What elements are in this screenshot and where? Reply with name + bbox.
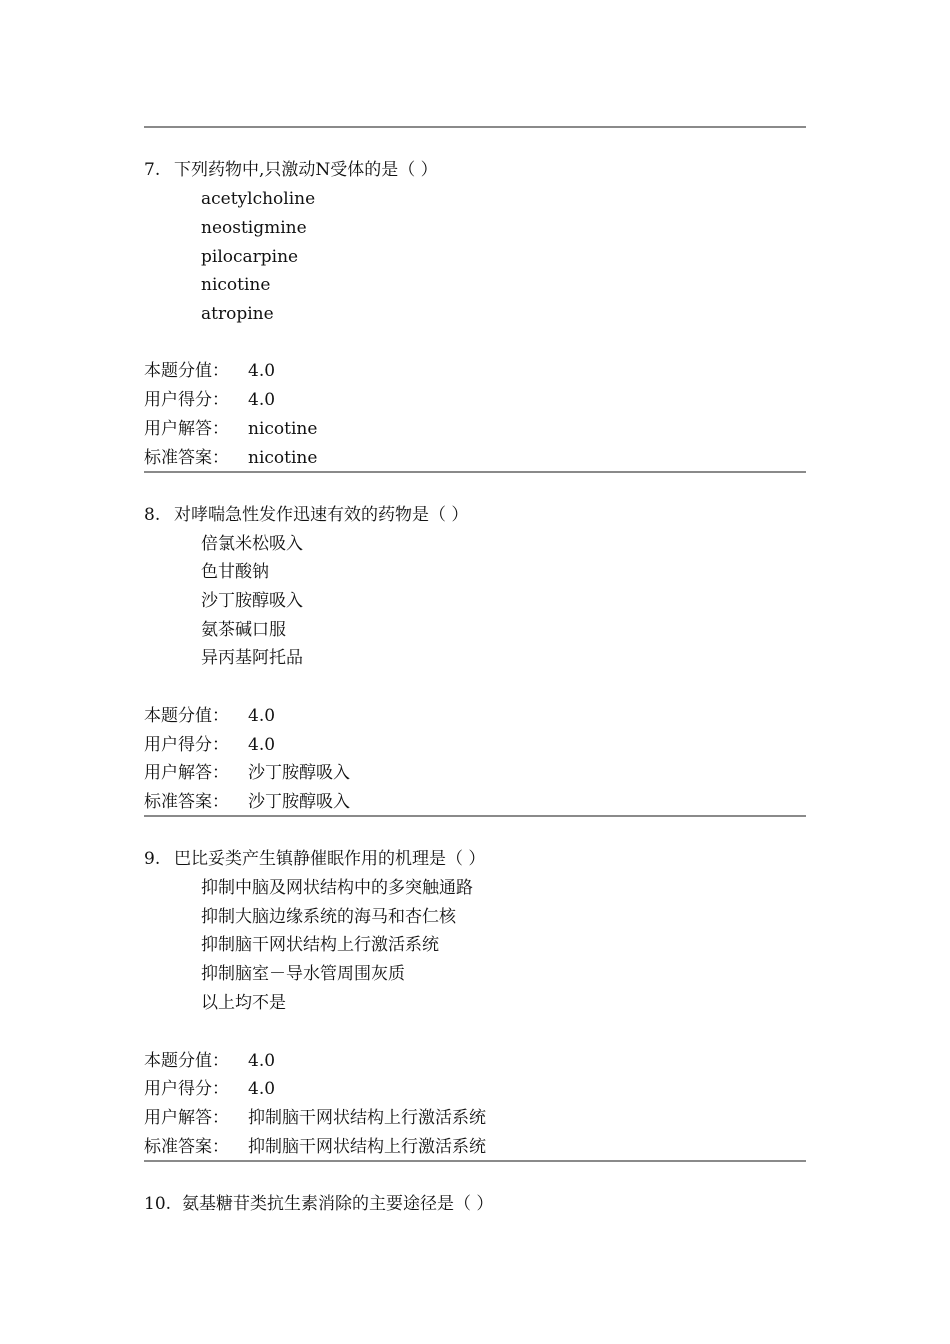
user-score-row — [144, 731, 275, 760]
user-score-label: 用户得分： — [144, 1079, 229, 1099]
option-item: 异丙基阿托品 — [201, 648, 303, 668]
score-label: 本题分值： — [144, 361, 229, 381]
standard-answer-label: 标准答案： — [144, 448, 229, 468]
standard-answer-row — [144, 788, 350, 817]
option-item: acetylcholine — [201, 189, 316, 209]
option-item: 倍氯米松吸入 — [201, 534, 303, 554]
separator-line — [144, 126, 806, 128]
score-value: 4.0 — [248, 361, 276, 381]
question-10-stem — [144, 1190, 493, 1219]
standard-answer-value: 沙丁胺醇吸入 — [248, 792, 350, 812]
user-answer-value: nicotine — [248, 419, 318, 439]
option-item: 氨茶碱口服 — [201, 620, 286, 640]
user-answer-value: 抑制脑干网状结构上行激活系统 — [248, 1108, 486, 1128]
standard-answer-value: nicotine — [248, 448, 318, 468]
option-item: 抑制脑室－导水管周围灰质 — [201, 964, 405, 984]
question-text: 氨基糖苷类抗生素消除的主要途径是（ ） — [182, 1194, 494, 1214]
option-item: 抑制脑干网状结构上行激活系统 — [201, 935, 439, 955]
score-row — [144, 702, 275, 731]
option-item: 沙丁胺醇吸入 — [201, 591, 303, 611]
user-answer-value: 沙丁胺醇吸入 — [248, 763, 350, 783]
standard-answer-label: 标准答案： — [144, 792, 229, 812]
question-text: 对哮喘急性发作迅速有效的药物是（ ） — [174, 505, 469, 525]
question-9-stem — [144, 845, 485, 874]
question-text: 巴比妥类产生镇静催眠作用的机理是（ ） — [174, 849, 486, 869]
option-item: 色甘酸钠 — [201, 562, 269, 582]
question-number: 8. — [144, 505, 161, 525]
score-label: 本题分值： — [144, 1051, 229, 1071]
user-answer-label: 用户解答： — [144, 419, 229, 439]
standard-answer-row — [144, 1133, 486, 1162]
separator-line — [144, 1160, 806, 1162]
score-value: 4.0 — [248, 1051, 276, 1071]
standard-answer-row — [144, 444, 317, 473]
score-value: 4.0 — [248, 706, 276, 726]
option-item: atropine — [201, 304, 274, 324]
standard-answer-label: 标准答案： — [144, 1137, 229, 1157]
option-item: pilocarpine — [201, 247, 299, 267]
question-7-stem — [144, 156, 438, 185]
option-item: 抑制大脑边缘系统的海马和杏仁核 — [201, 907, 456, 927]
option-item: nicotine — [201, 275, 271, 295]
user-score-label: 用户得分： — [144, 735, 229, 755]
option-item: neostigmine — [201, 218, 307, 238]
user-score-value: 4.0 — [248, 390, 276, 410]
standard-answer-value: 抑制脑干网状结构上行激活系统 — [248, 1137, 486, 1157]
user-answer-row — [144, 415, 317, 444]
separator-line — [144, 471, 806, 473]
user-answer-label: 用户解答： — [144, 1108, 229, 1128]
question-number: 7. — [144, 160, 161, 180]
user-score-row — [144, 1075, 275, 1104]
user-answer-row — [144, 1104, 486, 1133]
question-text: 下列药物中,只激动N受体的是（ ） — [174, 160, 438, 180]
user-score-label: 用户得分： — [144, 390, 229, 410]
question-number: 9. — [144, 849, 161, 869]
user-answer-label: 用户解答： — [144, 763, 229, 783]
score-row — [144, 1047, 275, 1076]
user-answer-row — [144, 759, 350, 788]
question-8-stem — [144, 501, 468, 530]
separator-line — [144, 815, 806, 817]
user-score-value: 4.0 — [248, 735, 276, 755]
user-score-value: 4.0 — [248, 1079, 276, 1099]
score-row — [144, 357, 275, 386]
question-number: 10. — [144, 1194, 172, 1214]
option-item: 抑制中脑及网状结构中的多突触通路 — [201, 878, 473, 898]
user-score-row — [144, 386, 275, 415]
score-label: 本题分值： — [144, 706, 229, 726]
option-item: 以上均不是 — [201, 993, 286, 1013]
